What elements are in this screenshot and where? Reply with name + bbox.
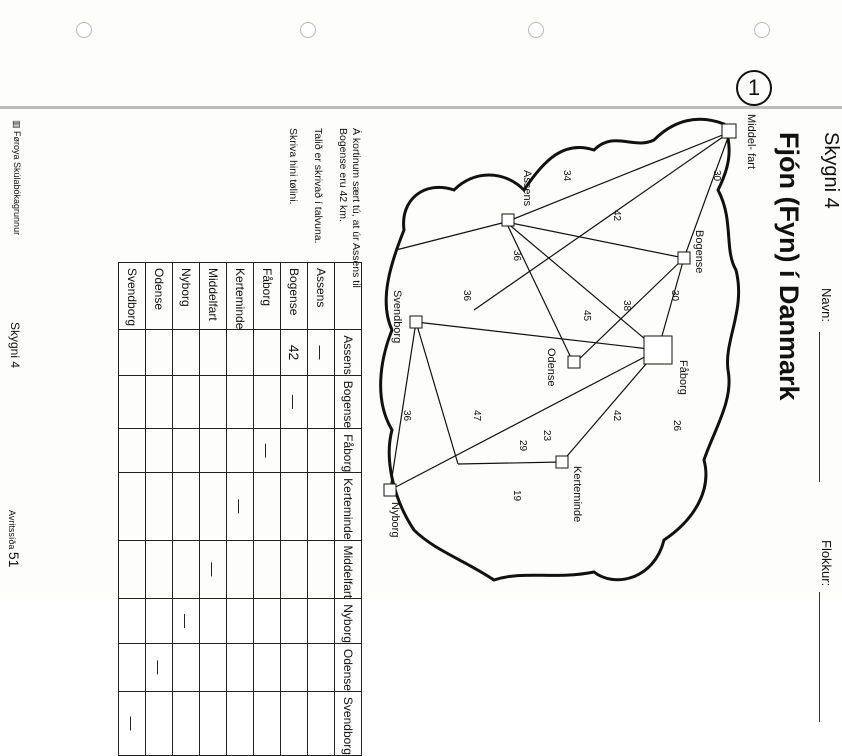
distance-label: 34 bbox=[561, 170, 572, 182]
class-label: Flokkur: bbox=[819, 540, 834, 587]
town-label: Middel- fart bbox=[745, 114, 757, 170]
distance-cell[interactable] bbox=[119, 429, 146, 473]
distance-cell[interactable] bbox=[173, 691, 200, 755]
distance-cell[interactable] bbox=[173, 473, 200, 540]
distance-cell[interactable] bbox=[200, 375, 227, 428]
distance-cell[interactable] bbox=[227, 540, 254, 599]
distance-cell[interactable] bbox=[200, 691, 227, 755]
instruction-text: Skriva hini tølini. bbox=[287, 128, 299, 205]
distance-cell[interactable] bbox=[200, 330, 227, 375]
row-header: Fåborg bbox=[254, 263, 281, 330]
distance-cell[interactable] bbox=[254, 540, 281, 599]
town-marker bbox=[678, 252, 690, 264]
footer-page bbox=[6, 510, 22, 567]
row-header: Kerteminde bbox=[227, 263, 254, 330]
town-label: Odense bbox=[545, 348, 557, 387]
row-header: Middelfart bbox=[200, 263, 227, 330]
instruction-text: Á kortinum sært tú, at úr Assens til Bogense eru 42 km. bbox=[337, 128, 362, 288]
rotated-content bbox=[98, 110, 842, 755]
distance-cell[interactable] bbox=[200, 599, 227, 644]
road bbox=[684, 132, 730, 258]
distance-label: 29 bbox=[517, 440, 528, 452]
island-outline bbox=[381, 119, 739, 580]
distance-cell[interactable] bbox=[308, 429, 335, 473]
instruction-text: Talið er skrivað í talvuna. bbox=[312, 128, 324, 244]
publisher-name: Føroya Skúlabókagrunnur bbox=[12, 131, 22, 236]
distance-label: 45 bbox=[581, 310, 592, 322]
distance-cell[interactable] bbox=[281, 643, 308, 691]
town-label: Nyborg bbox=[389, 502, 401, 538]
col-header: Kerteminde bbox=[335, 473, 362, 540]
town-marker bbox=[410, 316, 422, 328]
distance-label: 47 bbox=[471, 410, 482, 422]
table-corner bbox=[335, 263, 362, 330]
town-label: Assens bbox=[521, 170, 533, 207]
series-title: Skygni 4 bbox=[820, 132, 842, 209]
distance-cell[interactable] bbox=[254, 330, 281, 375]
publisher-credit bbox=[11, 120, 22, 235]
distance-cell[interactable] bbox=[146, 473, 173, 540]
table-row bbox=[281, 263, 308, 756]
town-label: Kerteminde bbox=[571, 466, 583, 523]
distance-cell[interactable] bbox=[119, 643, 146, 691]
town-label: Bogense bbox=[693, 230, 705, 274]
road bbox=[506, 222, 574, 364]
exercise-number: 1 bbox=[736, 70, 772, 106]
binder-hole bbox=[300, 22, 316, 38]
col-header: Svendborg bbox=[335, 691, 362, 755]
class-field[interactable] bbox=[819, 592, 820, 722]
distance-cell[interactable] bbox=[308, 691, 335, 755]
distance-cell[interactable] bbox=[119, 599, 146, 644]
distance-cell[interactable] bbox=[254, 473, 281, 540]
distance-cell[interactable] bbox=[281, 429, 308, 473]
row-header: Svendborg bbox=[119, 263, 146, 330]
town-label: Fåborg bbox=[677, 360, 689, 395]
table-header-row bbox=[335, 263, 362, 756]
footer-series: Skygni 4 bbox=[8, 322, 22, 369]
distance-cell: — bbox=[146, 643, 173, 691]
name-field[interactable] bbox=[819, 332, 820, 482]
distance-cell[interactable] bbox=[308, 643, 335, 691]
col-header: Odense bbox=[335, 643, 362, 691]
distance-cell[interactable] bbox=[200, 473, 227, 540]
distance-cell[interactable] bbox=[281, 473, 308, 540]
distance-cell[interactable] bbox=[173, 643, 200, 691]
distance-cell[interactable] bbox=[308, 540, 335, 599]
distance-cell[interactable] bbox=[227, 643, 254, 691]
distance-label: 38 bbox=[621, 300, 632, 312]
distance-cell[interactable] bbox=[119, 540, 146, 599]
town-marker bbox=[722, 124, 736, 138]
distance-cell[interactable] bbox=[308, 375, 335, 428]
distance-label: 42 bbox=[611, 410, 622, 422]
publisher-logo-icon: ▥ bbox=[12, 120, 22, 132]
col-header: Nyborg bbox=[335, 599, 362, 644]
road bbox=[458, 462, 562, 464]
row-header: Nyborg bbox=[173, 263, 200, 330]
distance-cell[interactable] bbox=[281, 599, 308, 644]
distance-cell[interactable] bbox=[200, 429, 227, 473]
distance-cell: — bbox=[227, 473, 254, 540]
binder-hole bbox=[528, 22, 544, 38]
distance-cell[interactable] bbox=[119, 375, 146, 428]
distance-label: 19 bbox=[511, 490, 522, 502]
distance-cell[interactable] bbox=[227, 375, 254, 428]
distance-cell[interactable] bbox=[173, 330, 200, 375]
distance-cell[interactable] bbox=[254, 375, 281, 428]
binder-hole bbox=[754, 22, 770, 38]
table-row bbox=[119, 263, 146, 756]
distance-cell: — bbox=[281, 375, 308, 428]
table-row bbox=[254, 263, 281, 756]
distance-label: 30 bbox=[711, 170, 722, 182]
distance-cell[interactable] bbox=[146, 375, 173, 428]
page-label: Avritssíða bbox=[7, 510, 17, 550]
row-header: Bogense bbox=[281, 263, 308, 330]
fyn-map bbox=[368, 110, 764, 590]
distance-cell: — bbox=[173, 599, 200, 644]
distance-label: 36 bbox=[461, 290, 472, 302]
distance-cell[interactable] bbox=[173, 429, 200, 473]
page-title: Fjón (Fyn) í Danmark bbox=[774, 132, 804, 401]
distance-label: 23 bbox=[541, 430, 552, 442]
binder-hole bbox=[76, 22, 92, 38]
distance-cell[interactable] bbox=[119, 330, 146, 375]
col-header: Middelfart bbox=[335, 540, 362, 599]
town-marker bbox=[644, 336, 672, 364]
distance-cell[interactable] bbox=[146, 330, 173, 375]
town-label: Svendborg bbox=[391, 290, 403, 344]
distance-cell[interactable] bbox=[254, 643, 281, 691]
table-row bbox=[227, 263, 254, 756]
distance-cell[interactable] bbox=[281, 691, 308, 755]
town-marker bbox=[568, 356, 580, 368]
distance-cell[interactable] bbox=[227, 330, 254, 375]
distance-cell[interactable] bbox=[173, 540, 200, 599]
name-label: Navn: bbox=[819, 288, 834, 322]
distance-cell[interactable] bbox=[146, 429, 173, 473]
road bbox=[390, 322, 416, 490]
distance-cell[interactable] bbox=[146, 599, 173, 644]
row-header: Odense bbox=[146, 263, 173, 330]
distance-cell[interactable] bbox=[227, 691, 254, 755]
page-number: 51 bbox=[6, 551, 22, 568]
distance-cell[interactable] bbox=[254, 691, 281, 755]
distance-cell[interactable] bbox=[119, 473, 146, 540]
distance-cell: — bbox=[308, 330, 335, 375]
table-row bbox=[200, 263, 227, 756]
distance-cell[interactable] bbox=[227, 599, 254, 644]
distance-label: 26 bbox=[671, 420, 682, 432]
col-header: Fåborg bbox=[335, 429, 362, 473]
distance-cell[interactable] bbox=[173, 375, 200, 428]
distance-table bbox=[118, 262, 362, 756]
margin-line bbox=[0, 106, 842, 109]
distance-label: 30 bbox=[669, 290, 680, 302]
road bbox=[506, 222, 684, 258]
distance-cell: — bbox=[200, 540, 227, 599]
distance-cell: — bbox=[254, 429, 281, 473]
distance-cell[interactable] bbox=[200, 643, 227, 691]
distance-cell[interactable]: 42 bbox=[281, 330, 308, 375]
town-marker bbox=[384, 484, 396, 496]
distance-cell[interactable] bbox=[254, 599, 281, 644]
distance-cell[interactable] bbox=[281, 540, 308, 599]
table-row bbox=[173, 263, 200, 756]
town-marker bbox=[556, 456, 568, 468]
col-header: Bogense bbox=[335, 375, 362, 428]
distance-label: 36 bbox=[511, 250, 522, 262]
distance-label: 42 bbox=[611, 210, 622, 222]
table-row bbox=[146, 263, 173, 756]
row-header: Assens bbox=[308, 263, 335, 330]
town-marker bbox=[502, 214, 514, 226]
table-row bbox=[308, 263, 335, 756]
distance-cell[interactable] bbox=[227, 429, 254, 473]
distance-cell[interactable] bbox=[146, 691, 173, 755]
road bbox=[416, 322, 458, 464]
distance-cell[interactable] bbox=[308, 473, 335, 540]
distance-label: 36 bbox=[401, 410, 412, 422]
road bbox=[396, 222, 506, 250]
road bbox=[416, 322, 658, 350]
road bbox=[506, 222, 658, 350]
distance-cell[interactable] bbox=[146, 540, 173, 599]
distance-cell[interactable] bbox=[308, 599, 335, 644]
col-header: Assens bbox=[335, 330, 362, 375]
road bbox=[506, 132, 730, 222]
distance-cell: — bbox=[119, 691, 146, 755]
